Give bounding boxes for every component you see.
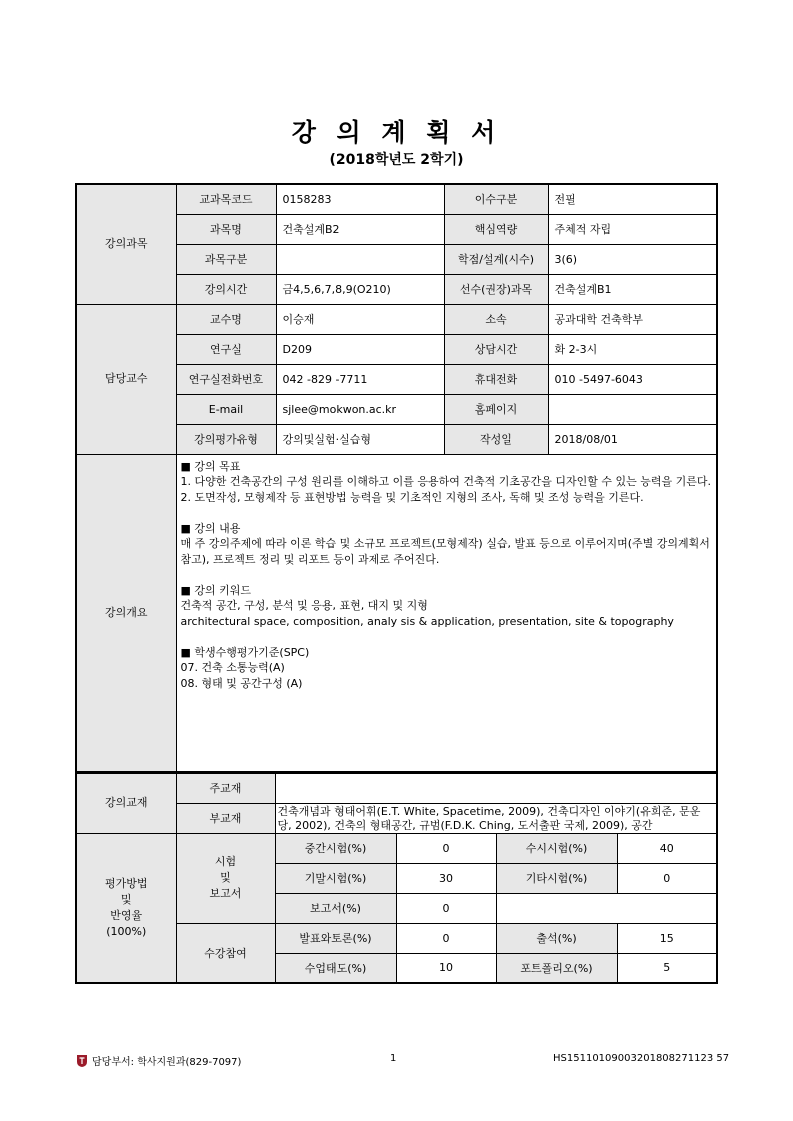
mobile-value: 010 -5497-6043: [548, 364, 717, 394]
competency-label: 핵심역량: [444, 214, 548, 244]
completion-label: 이수구분: [444, 184, 548, 214]
evaluation-line-2: 및: [120, 892, 132, 906]
quiz-label: 수시시험(%): [496, 833, 617, 863]
main-textbook-label: 주교재: [176, 773, 275, 803]
exam-group: [176, 833, 275, 923]
final-label: 기말시험(%): [275, 863, 396, 893]
date-value: 2018/08/01: [548, 424, 717, 454]
section-textbook: 강의교재: [76, 773, 176, 833]
credits-label: 학점/설계(시수): [444, 244, 548, 274]
footer-doc-id: HS15110109003201808271123 57: [553, 1053, 730, 1064]
homepage-value: [548, 394, 717, 424]
course-name-label: 과목명: [176, 214, 276, 244]
professor-name: 이승재: [276, 304, 444, 334]
spc-1: 07. 건축 소통능력(A): [180, 661, 285, 674]
portfolio-label: 포트폴리오(%): [496, 953, 617, 983]
course-code: 0158283: [276, 184, 444, 214]
attitude-value: 10: [396, 953, 496, 983]
exam-group-line-1: 시험: [214, 855, 237, 868]
keyword-en: architectural space, composition, analy sis & application, presentation, site & topography: [180, 614, 674, 628]
prereq-value: 건축설계B1: [548, 274, 717, 304]
empty-cell: [496, 893, 717, 923]
office-value: D209: [276, 334, 444, 364]
presentation-label: 발표와토론(%): [275, 923, 396, 953]
other-label: 기타시험(%): [496, 863, 617, 893]
prereq-label: 선수(권장)과목: [444, 274, 548, 304]
goal-2: 2. 도면작성, 모형제작 등 표현방법 능력을 및 기초적인 지형의 조사, 독해 및 조성 능력을 기른다.: [180, 490, 644, 504]
dept-label: 소속: [444, 304, 548, 334]
exam-group-line-3: 보고서: [209, 887, 242, 900]
category-value: [276, 244, 444, 274]
evaluation-line-3: 반영율: [110, 908, 143, 922]
textbook-evaluation-table: [75, 772, 718, 984]
eval-type-value: 강의및실험·실습형: [276, 424, 444, 454]
final-value: 30: [396, 863, 496, 893]
hours-value: 화 2-3시: [548, 334, 717, 364]
report-value: 0: [396, 893, 496, 923]
credits-value: 3(6): [548, 244, 717, 274]
mobile-label: 휴대전화: [444, 364, 548, 394]
sub-textbook: 건축개념과 형태어휘(E.T. White, Spacetime, 2009), 건축디자인 이야기(유희준, 문운당, 2002), 건축의 형태공간, 규범(F.D.K. Ching, 도서출판 국제, 2009), 공간: [277, 804, 701, 832]
keyword-title: ■ 강의 키워드: [180, 583, 252, 597]
course-name: 건축설계B2: [276, 214, 444, 244]
overview-content: [176, 454, 717, 772]
attendance-value: 15: [617, 923, 717, 953]
evaluation-line-1: 평가방법: [104, 876, 148, 890]
completion-value: 전필: [548, 184, 717, 214]
dept-value: 공과대학 건축학부: [548, 304, 717, 334]
midterm-value: 0: [396, 833, 496, 863]
attendance-label: 출석(%): [496, 923, 617, 953]
footer-dept-wrap: [77, 1053, 241, 1068]
date-label: 작성일: [444, 424, 548, 454]
midterm-label: 중간시험(%): [275, 833, 396, 863]
participation-group: 수강참여: [176, 923, 275, 983]
quiz-value: 40: [617, 833, 717, 863]
homepage-label: 홈페이지: [444, 394, 548, 424]
email-value: sjlee@mokwon.ac.kr: [276, 394, 444, 424]
exam-group-line-2: 및: [220, 871, 231, 884]
attitude-label: 수업태도(%): [275, 953, 396, 983]
category-label: 과목구분: [176, 244, 276, 274]
portfolio-value: 5: [617, 953, 717, 983]
hours-label: 상담시간: [444, 334, 548, 364]
email-label: E-mail: [176, 394, 276, 424]
content-title: ■ 강의 내용: [180, 521, 241, 535]
footer-dept: 담당부서: 학사지원과(829-7097): [92, 1057, 242, 1068]
presentation-value: 0: [396, 923, 496, 953]
section-overview: 강의개요: [76, 454, 176, 772]
evaluation-line-4: (100%): [106, 924, 147, 938]
footer-page-number: 1: [390, 1053, 397, 1064]
page-subtitle: (2018학년도 2학기): [329, 152, 464, 168]
university-logo-icon: [77, 1055, 87, 1067]
page-title: 강 의 계 획 서: [291, 118, 502, 147]
keyword-ko: 건축적 공간, 구성, 분석 및 응용, 표현, 대지 및 지형: [180, 599, 428, 612]
other-value: 0: [617, 863, 717, 893]
eval-type-label: 강의평가유형: [176, 424, 276, 454]
report-label: 보고서(%): [275, 893, 396, 923]
section-evaluation: [76, 833, 176, 983]
content-text: 매 주 강의주제에 따라 이론 학습 및 소규모 프로젝트(모형제작) 실습, 발표 등으로 이루어지며(주별 강의계획서 참고), 프로젝트 정리 및 리포트 등이 과제로 주어진다.: [180, 537, 710, 566]
section-course: 강의과목: [76, 184, 176, 304]
course-code-label: 교과목코드: [176, 184, 276, 214]
syllabus-table: [75, 183, 718, 773]
office-label: 연구실: [176, 334, 276, 364]
phone-label: 연구실전화번호: [176, 364, 276, 394]
phone-value: 042 -829 -7711: [276, 364, 444, 394]
main-textbook: [275, 773, 717, 803]
sub-textbook-label: 부교재: [176, 803, 275, 833]
goal-1: 1. 다양한 건축공간의 구성 원리를 이해하고 이를 응용하여 건축적 기초공간을 디자인할 수 있는 능력을 기른다.: [180, 475, 711, 488]
section-professor: 담당교수: [76, 304, 176, 454]
spc-2: 08. 형태 및 공간구성 (A): [180, 676, 303, 690]
competency-value: 주체적 자립: [548, 214, 717, 244]
professor-name-label: 교수명: [176, 304, 276, 334]
time-value: 금4,5,6,7,8,9(O210): [276, 274, 444, 304]
goal-title: ■ 강의 목표: [180, 459, 241, 473]
time-label: 강의시간: [176, 274, 276, 304]
spc-title: ■ 학생수행평가기준(SPC): [180, 645, 310, 659]
